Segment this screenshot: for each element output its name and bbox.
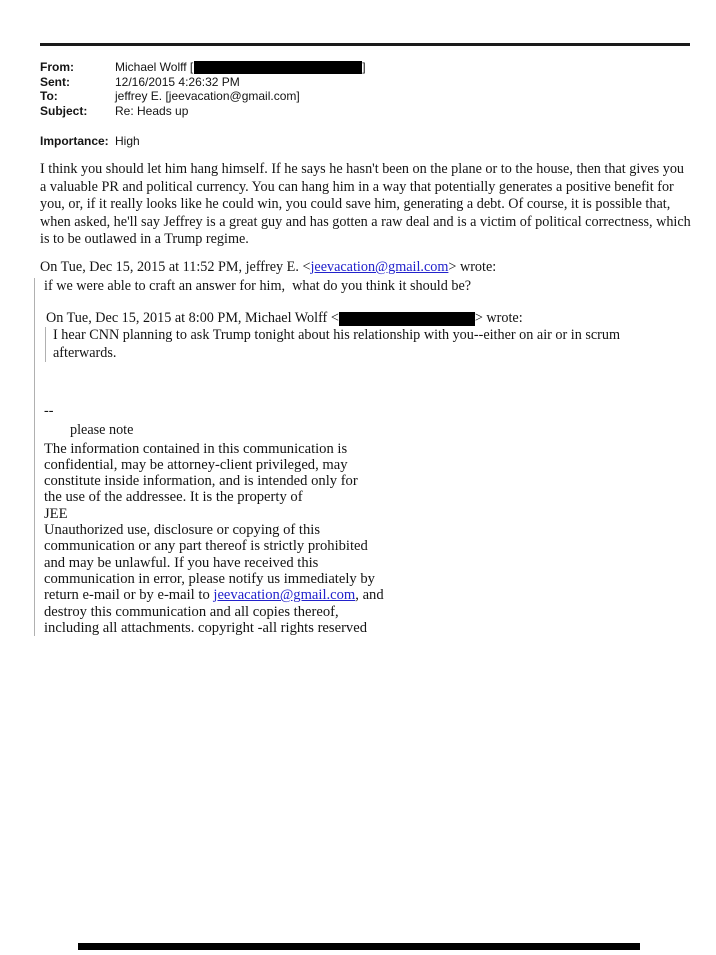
from-value	[115, 60, 366, 75]
quote2-attribution-prefix: On Tue, Dec 15, 2015 at 8:00 PM, Michael Wolff <	[46, 309, 339, 326]
signature-disclaimer	[44, 441, 704, 637]
redaction-box-from	[194, 61, 362, 74]
signature-link-prefix: return e-mail or by e-mail to	[44, 587, 214, 604]
quoted-message-level1	[34, 278, 704, 636]
signature-line: including all attachments. copyright -all rights reserved	[44, 619, 367, 636]
signature-note-heading: please note	[70, 421, 134, 438]
importance-label: Importance:	[40, 134, 109, 148]
to-label: To:	[40, 89, 58, 103]
sent-value: 12/16/2015 4:26:32 PM	[115, 74, 240, 89]
signature-line: constitute inside information, and is intended only for	[44, 473, 358, 490]
signature-line: communication in error, please notify us immediately by	[44, 570, 375, 587]
quote1-attribution-suffix: > wrote:	[448, 259, 497, 275]
signature-divider: --	[44, 403, 54, 420]
bottom-rule	[78, 943, 640, 950]
email-header	[40, 60, 366, 149]
signature-email-link[interactable]: jeevacation@gmail.com	[213, 587, 356, 604]
redaction-box-quote	[339, 312, 475, 326]
from-value-bracket: ]	[362, 60, 366, 74]
quote1-attribution-prefix: On Tue, Dec 15, 2015 at 11:52 PM, jeffrey E. <	[40, 259, 311, 275]
header-row-sent	[40, 75, 366, 90]
quote1-email-link[interactable]: jeevacation@gmail.com	[310, 259, 449, 275]
sent-label: Sent:	[40, 74, 70, 89]
signature-line: The information contained in this communication is	[44, 440, 348, 457]
signature-line: JEE	[44, 505, 68, 522]
signature-line: and may be unlawful. If you have received this	[44, 554, 319, 571]
from-value-name: Michael Wolff [	[115, 60, 194, 74]
quote2-attribution-suffix: > wrote:	[474, 309, 523, 326]
signature-line: Unauthorized use, disclosure or copying of this	[44, 522, 321, 539]
header-row-subject	[40, 104, 366, 119]
quote2-attribution	[46, 310, 704, 328]
quoted-message-level2	[45, 327, 704, 362]
signature-line: confidential, may be attorney-client privileged, may	[44, 456, 348, 473]
subject-label: Subject:	[40, 103, 88, 118]
header-row-from	[40, 60, 366, 75]
signature-line-with-link	[44, 587, 704, 603]
header-row-importance	[40, 134, 366, 149]
quote1-message: if we were able to craft an answer for him, what do you think it should be?	[44, 278, 472, 294]
header-row-to	[40, 89, 366, 104]
subject-value: Re: Heads up	[115, 103, 189, 118]
signature-line: destroy this communication and all copies thereof,	[44, 603, 339, 620]
blank-gap	[44, 362, 704, 403]
from-label: From:	[40, 60, 74, 74]
email-body-paragraph: I think you should let him hang himself. If he says he hasn't been on the plane or to the house, then that gives you a valuable PR and political currency. You can hang him in a way that potentially generates a positive benefit for you, or, if it really looks like he could win, you could save him, generating a debt. Of course, it is possible that, when asked, he'll say Jeffrey is a great guy and has gotten a raw deal and is a victim of political correctness, which is to be outlawed in a Trump regime.	[40, 161, 691, 248]
signature-link-suffix: , and	[355, 587, 384, 604]
signature-line: communication or any part thereof is strictly prohibited	[44, 538, 368, 555]
top-rule	[40, 43, 690, 46]
quote2-message: I hear CNN planning to ask Trump tonight about his relationship with you--either on air or in scrum afterwards.	[53, 327, 621, 361]
to-value: jeffrey E. [jeevacation@gmail.com]	[115, 89, 300, 103]
quote1-attribution	[40, 259, 496, 277]
signature-line: the use of the addressee. It is the property of	[44, 489, 303, 506]
importance-value: High	[115, 134, 140, 148]
